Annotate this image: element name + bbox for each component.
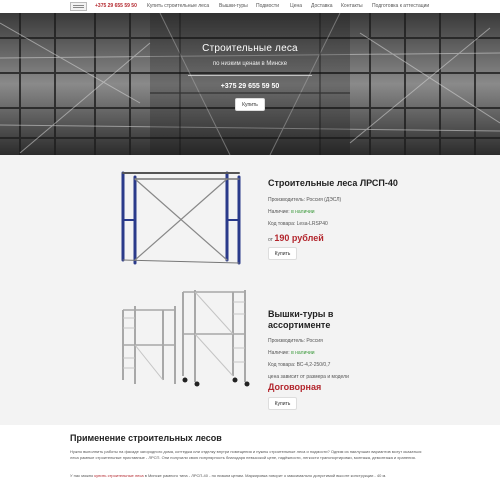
- nav-item-contacts[interactable]: Контакты: [341, 3, 363, 9]
- code-label: Код товара:: [268, 362, 296, 368]
- code-value: ВС-4,2-250/0,7: [296, 362, 331, 368]
- maker-value: Россия (ДЭСЛ): [306, 197, 342, 203]
- maker-label: Производитель:: [268, 338, 305, 344]
- hero-phone[interactable]: +375 29 655 59 50: [220, 83, 280, 90]
- nav-item-delivery[interactable]: Доставка: [311, 3, 333, 9]
- paragraph-1: Нужно выполнить работы на фасаде загородного дома, коттеджа или отделку внутри помещения и нужны строительные леса и подмости? Одним из наилучших вариантов могут оказаться леса рамные строительные приставные - ЛРСП. Они получили свою популярность благодаря невысокой цене, надёжности, легкости транспортировки, монтажа, демонтажа и хранения.: [70, 449, 422, 460]
- hero-subtitle: по низким ценам в Минске: [212, 61, 288, 67]
- product-price: [268, 233, 324, 243]
- product-code: [268, 362, 330, 368]
- hero-title: Строительные леса: [202, 43, 298, 54]
- price-value: Договорная: [268, 382, 322, 392]
- hero-divider: [188, 75, 312, 76]
- stock-value: в наличии: [291, 209, 315, 215]
- price-value: 190 рублей: [274, 233, 324, 243]
- product-stock: [268, 209, 315, 215]
- product-maker: [268, 197, 341, 203]
- application-section: [0, 425, 500, 500]
- buy-button[interactable]: Купить: [268, 397, 297, 410]
- code-label: Код товара:: [268, 221, 296, 227]
- nav-item-towers[interactable]: Вышки-туры: [219, 3, 248, 9]
- nav-item-buy-scaffolding[interactable]: Купить строительные леса: [147, 3, 210, 9]
- stock-label: Наличие:: [268, 350, 290, 356]
- product-stock: [268, 350, 315, 356]
- paragraph-2-end: в Минске рамного типа - ЛРСП-40 - по низким ценам. Маркировка говорит о максимально допустимой высоте конструкции - 40 м.: [143, 473, 387, 478]
- buy-scaffolding-link[interactable]: купить строительные леса: [94, 473, 144, 478]
- scaffolding-image: [115, 165, 250, 273]
- top-nav: [0, 0, 500, 13]
- stock-label: Наличие:: [268, 209, 290, 215]
- code-value: Lesa-LRSP40: [296, 221, 328, 227]
- product-title: Строительные леса ЛРСП-40: [268, 178, 398, 188]
- product-maker: [268, 338, 323, 344]
- product-card-lrsp40: [0, 155, 500, 280]
- product-title-line2: ассортименте: [268, 320, 331, 330]
- product-card-towers: [0, 280, 500, 425]
- maker-label: Производитель:: [268, 197, 305, 203]
- nav-item-platforms[interactable]: Подмости: [256, 3, 279, 9]
- stock-value: в наличии: [291, 350, 315, 356]
- maker-value: Россия: [306, 338, 323, 344]
- buy-button[interactable]: Купить: [268, 247, 297, 260]
- hero-buy-button[interactable]: Купить: [235, 98, 265, 111]
- nav-item-certification[interactable]: Подготовка к аттестации: [372, 3, 430, 9]
- product-title-line1: Вышки-туры в: [268, 309, 334, 319]
- tower-image: [113, 288, 253, 388]
- nav-item-price[interactable]: Цена: [290, 3, 303, 9]
- price-prefix: от: [268, 237, 273, 243]
- nav-phone[interactable]: +375 29 655 59 50: [95, 3, 137, 9]
- product-title: [268, 309, 333, 331]
- paragraph-2-start: У нас можно: [70, 473, 95, 478]
- hero-banner: [0, 13, 500, 155]
- paragraph-2: [70, 473, 425, 479]
- price-note: цена зависит от размера и модели: [268, 374, 349, 380]
- logo[interactable]: [70, 2, 87, 11]
- product-code: [268, 221, 328, 227]
- section-title: Применение строительных лесов: [70, 433, 222, 443]
